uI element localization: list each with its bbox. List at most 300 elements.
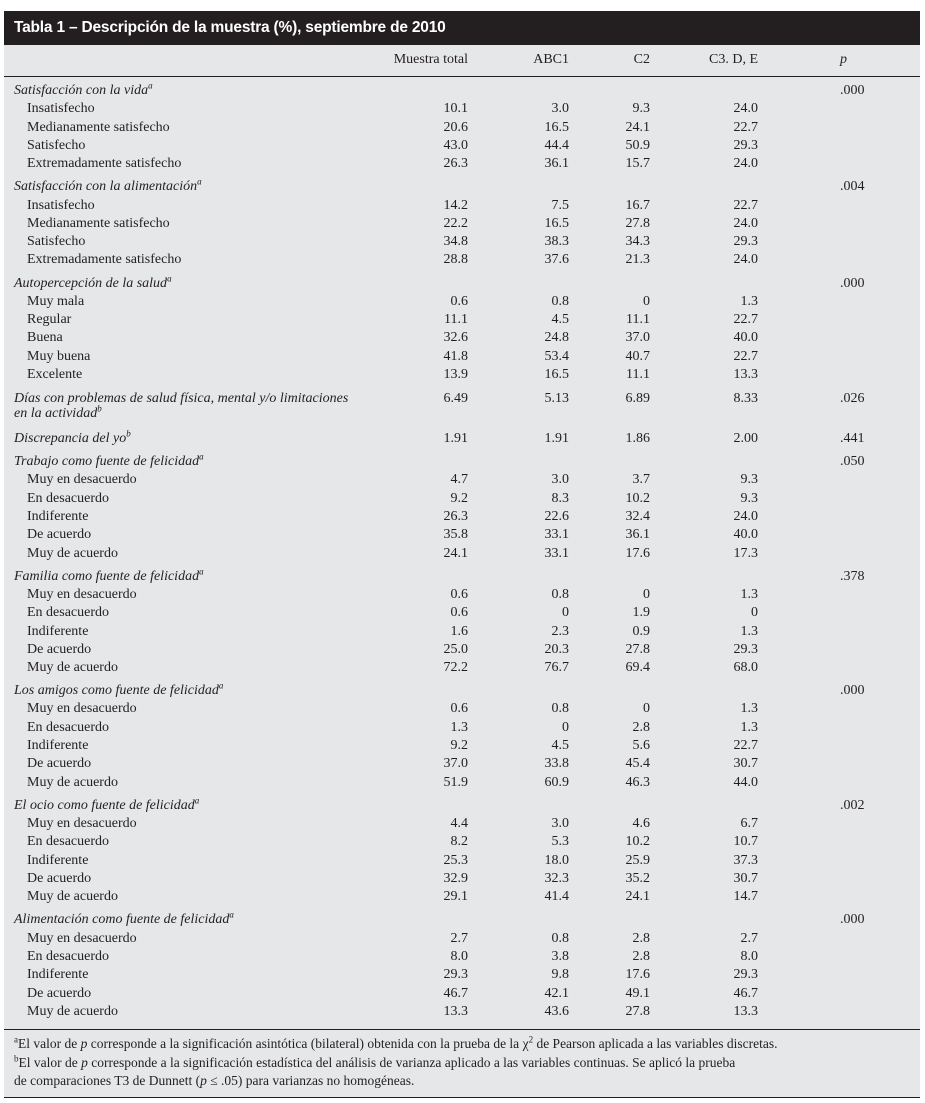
value-cell: 27.8 xyxy=(625,1003,650,1019)
table-row xyxy=(4,526,920,544)
value-cell: 17.3 xyxy=(733,545,758,561)
value-cell: 1.6 xyxy=(450,623,468,639)
p-value: .000 xyxy=(840,683,865,699)
value-cell: 30.7 xyxy=(733,870,758,886)
value-cell: 1.3 xyxy=(740,701,758,717)
value-cell: 29.1 xyxy=(443,889,468,905)
value-cell: 0.8 xyxy=(551,930,569,946)
value-cell: 0 xyxy=(643,293,650,309)
value-cell: 44.0 xyxy=(733,774,758,790)
value-cell: 37.3 xyxy=(733,852,758,868)
value-cell: 1.3 xyxy=(740,623,758,639)
value-cell: 24.0 xyxy=(733,252,758,268)
row-label: De acuerdo xyxy=(27,756,92,772)
section-label xyxy=(14,682,223,700)
footnote-mark: a xyxy=(194,795,200,806)
footnote-mark: a xyxy=(197,176,202,187)
value-cell: 9.8 xyxy=(551,967,569,983)
row-label: De acuerdo xyxy=(27,985,92,1001)
footnote-text: p xyxy=(200,1073,207,1089)
value-cell: 13.9 xyxy=(443,367,468,383)
value-cell: 46.3 xyxy=(625,774,650,790)
value-cell: 17.6 xyxy=(625,967,650,983)
value-cell: 8.33 xyxy=(733,391,758,407)
row-label: Excelente xyxy=(27,367,83,383)
value-cell: 24.0 xyxy=(733,508,758,524)
value-cell: 32.4 xyxy=(625,508,650,524)
table-row xyxy=(4,545,920,563)
value-cell: 24.1 xyxy=(625,119,650,135)
section-label xyxy=(14,272,172,293)
value-cell: 13.3 xyxy=(443,1003,468,1019)
footnote-text: p xyxy=(81,1054,88,1070)
row-label: En desacuerdo xyxy=(27,834,110,850)
value-cell: 4.4 xyxy=(450,816,468,832)
section-label-text-2: en la actividad xyxy=(14,406,98,422)
value-cell: 14.7 xyxy=(733,889,758,905)
value-cell: 1.3 xyxy=(450,719,468,735)
value-cell: 16.5 xyxy=(544,119,569,135)
header-abc1: ABC1 xyxy=(533,52,569,67)
table-row xyxy=(4,155,920,173)
table-row xyxy=(4,870,920,888)
value-cell: 1.91 xyxy=(544,430,569,446)
table-row xyxy=(4,119,920,137)
table-row xyxy=(4,755,920,773)
row-label: Muy de acuerdo xyxy=(27,545,118,561)
footnote-mark: b xyxy=(14,1053,19,1064)
p-value: .026 xyxy=(840,391,865,407)
value-cell: 15.7 xyxy=(625,156,650,172)
value-cell: 37.0 xyxy=(443,756,468,772)
value-cell: 8.0 xyxy=(740,948,758,964)
footnote-mark: b xyxy=(97,403,102,414)
value-cell: 2.8 xyxy=(632,719,650,735)
footnote-text: ≤ .05) para varianzas no homogéneas. xyxy=(206,1073,415,1089)
table-row xyxy=(4,930,920,948)
value-cell: 33.8 xyxy=(544,756,569,772)
value-cell: 40.7 xyxy=(625,348,650,364)
footnote-text: χ xyxy=(522,1036,529,1052)
value-cell: 60.9 xyxy=(544,774,569,790)
value-cell: 0.8 xyxy=(551,293,569,309)
value-cell: 5.3 xyxy=(551,834,569,850)
value-cell: 2.8 xyxy=(632,948,650,964)
footnote-mark: a xyxy=(199,565,204,576)
table-row xyxy=(4,1003,920,1021)
value-cell: 35.8 xyxy=(443,527,468,543)
value-cell: 0 xyxy=(643,586,650,602)
value-cell: 24.1 xyxy=(625,889,650,905)
value-cell: 44.4 xyxy=(544,137,569,153)
footnote-mark: a xyxy=(14,1034,18,1045)
value-cell: 0 xyxy=(562,719,569,735)
row-label: Muy en desacuerdo xyxy=(27,816,137,832)
header-p: p xyxy=(840,52,847,67)
value-cell: 29.3 xyxy=(443,967,468,983)
value-cell: 41.4 xyxy=(544,889,569,905)
row-label: Medianamente satisfecho xyxy=(27,119,170,135)
value-cell: 2.7 xyxy=(740,930,758,946)
table-row xyxy=(4,985,920,1003)
table-row xyxy=(4,833,920,851)
value-cell: 27.8 xyxy=(625,215,650,231)
value-cell: 0.8 xyxy=(551,701,569,717)
section-label-text: Satisfacción con la vida xyxy=(14,83,149,98)
value-cell: 1.3 xyxy=(740,293,758,309)
header-c3de: C3. D, E xyxy=(709,52,758,67)
p-value: .000 xyxy=(840,275,865,291)
value-cell: 0 xyxy=(562,605,569,621)
value-cell: 10.2 xyxy=(625,834,650,850)
section-label-text: Los amigos como fuente de felicidad xyxy=(14,683,219,699)
table-title: Tabla 1 – Descripción de la muestra (%), septiembre de 2010 xyxy=(4,11,920,45)
row-label: Indiferente xyxy=(27,508,89,524)
row-label: Extremadamente satisfecho xyxy=(27,156,182,172)
value-cell: 9.2 xyxy=(450,738,468,754)
table-row xyxy=(4,215,920,233)
value-cell: 7.5 xyxy=(551,197,569,213)
section-label-text: Satisfacción con la alimentación xyxy=(14,179,198,195)
value-cell: 2.00 xyxy=(733,430,758,446)
section-label xyxy=(14,911,234,929)
table-body xyxy=(4,77,920,1029)
value-cell: 4.5 xyxy=(551,312,569,328)
row-label: Satisfecho xyxy=(27,137,86,153)
value-cell: 34.8 xyxy=(443,234,468,250)
row-label: Muy en desacuerdo xyxy=(27,472,137,488)
value-cell: 25.9 xyxy=(625,852,650,868)
value-cell: 72.2 xyxy=(443,660,468,676)
value-cell: 22.2 xyxy=(443,215,468,231)
value-cell: 11.1 xyxy=(626,367,650,383)
footnote-mark: a xyxy=(199,451,204,462)
value-cell: 6.7 xyxy=(740,816,758,832)
value-cell: 43.6 xyxy=(544,1003,569,1019)
value-cell: 0.6 xyxy=(450,605,468,621)
value-cell: 1.9 xyxy=(632,605,650,621)
value-cell: 26.3 xyxy=(443,508,468,524)
value-cell: 0 xyxy=(643,701,650,717)
row-label: Muy de acuerdo xyxy=(27,889,118,905)
value-cell: 22.7 xyxy=(733,197,758,213)
value-cell: 4.7 xyxy=(450,472,468,488)
value-cell: 9.2 xyxy=(450,490,468,506)
value-cell: 33.1 xyxy=(544,527,569,543)
footnote-text: p xyxy=(80,1036,88,1052)
row-label: Muy en desacuerdo xyxy=(27,586,137,602)
value-cell: 3.8 xyxy=(551,948,569,964)
section-row xyxy=(4,272,920,293)
table-row xyxy=(4,586,920,604)
value-cell: 3.0 xyxy=(551,101,569,117)
value-cell: 1.91 xyxy=(443,430,468,446)
value-cell: 5.13 xyxy=(544,391,569,407)
table-row xyxy=(4,508,920,526)
value-cell: 34.3 xyxy=(625,234,650,250)
table-row xyxy=(4,311,920,329)
table-row xyxy=(4,774,920,792)
table-row xyxy=(4,966,920,984)
p-value: .441 xyxy=(840,430,865,446)
row-label: Muy en desacuerdo xyxy=(27,930,137,946)
table-row xyxy=(4,197,920,215)
footnote-mark: a xyxy=(167,272,172,283)
footnote-text: 2 xyxy=(528,1034,534,1045)
section-row xyxy=(4,453,920,471)
value-cell: 35.2 xyxy=(625,870,650,886)
value-cell: 2.7 xyxy=(450,930,468,946)
table-footnotes xyxy=(4,1029,920,1098)
value-cell: 49.1 xyxy=(625,985,650,1001)
value-cell: 30.7 xyxy=(733,756,758,772)
value-cell: 10.7 xyxy=(733,834,758,850)
value-cell: 24.1 xyxy=(443,545,468,561)
section-label xyxy=(14,565,204,586)
value-cell: 33.1 xyxy=(544,545,569,561)
value-cell: 42.1 xyxy=(544,985,569,1001)
section-label xyxy=(14,797,199,815)
data-table xyxy=(4,11,920,1098)
value-cell: 26.3 xyxy=(443,156,468,172)
footnote-mark: a xyxy=(229,909,234,920)
row-label: En desacuerdo xyxy=(27,948,110,964)
table-row xyxy=(4,366,920,384)
row-label: Indiferente xyxy=(27,623,89,639)
value-cell: 32.9 xyxy=(443,870,468,886)
section-row xyxy=(4,797,920,815)
p-value: .004 xyxy=(840,179,865,195)
table-row xyxy=(4,348,920,366)
footnote-text: corresponde a la significación asintótica (bilateral) obtenida con la prueba de la xyxy=(87,1036,523,1052)
section-row xyxy=(4,178,920,196)
value-cell: 3.0 xyxy=(551,472,569,488)
value-cell: 9.3 xyxy=(632,101,650,117)
value-cell: 29.3 xyxy=(733,234,758,250)
value-cell: 40.0 xyxy=(733,330,758,346)
value-cell: 24.0 xyxy=(733,101,758,117)
row-label: De acuerdo xyxy=(27,641,92,657)
value-cell: 51.9 xyxy=(443,774,468,790)
section-label xyxy=(14,430,131,448)
table-row xyxy=(4,852,920,870)
value-cell: 14.2 xyxy=(443,197,468,213)
value-cell: 41.8 xyxy=(443,348,468,364)
value-cell: 37.6 xyxy=(544,252,569,268)
footnote-text: de Pearson aplicada a las variables discretas. xyxy=(533,1036,778,1052)
value-cell: 5.6 xyxy=(632,738,650,754)
table-row xyxy=(4,137,920,155)
value-cell: 27.8 xyxy=(625,641,650,657)
p-value: .378 xyxy=(840,568,865,584)
section-row xyxy=(4,82,920,100)
value-cell: 1.3 xyxy=(740,586,758,602)
value-cell: 0.6 xyxy=(450,586,468,602)
table-row xyxy=(4,815,920,833)
value-cell: 22.7 xyxy=(733,348,758,364)
value-cell: 40.0 xyxy=(733,527,758,543)
value-cell: 22.7 xyxy=(733,312,758,328)
value-cell: 11.1 xyxy=(444,312,468,328)
table-row xyxy=(4,329,920,347)
row-label: Extremadamente satisfecho xyxy=(27,252,182,268)
p-value: .000 xyxy=(840,83,865,98)
row-label: En desacuerdo xyxy=(27,605,110,621)
value-cell: 3.0 xyxy=(551,816,569,832)
value-cell: 18.0 xyxy=(544,852,569,868)
value-cell: 24.8 xyxy=(544,330,569,346)
value-cell: 8.3 xyxy=(551,490,569,506)
row-label: Muy de acuerdo xyxy=(27,660,118,676)
value-cell: 16.5 xyxy=(544,215,569,231)
value-cell: 17.6 xyxy=(625,545,650,561)
value-cell: 43.0 xyxy=(443,137,468,153)
section-label-text: Alimentación como fuente de felicidad xyxy=(14,912,230,928)
row-label: Satisfecho xyxy=(27,234,86,250)
value-cell: 21.3 xyxy=(625,252,650,268)
footnote-text: corresponde a la significación estadística del análisis de varianza aplicado a las variables continuas. Se aplicó la prueba xyxy=(87,1054,736,1070)
value-cell: 13.3 xyxy=(733,1003,758,1019)
value-cell: 11.1 xyxy=(626,312,650,328)
row-label: Indiferente xyxy=(27,738,89,754)
table-row xyxy=(4,641,920,659)
value-cell: 28.8 xyxy=(443,252,468,268)
section-label xyxy=(14,391,348,421)
row-label: Muy buena xyxy=(27,348,91,364)
row-label: Insatisfecho xyxy=(27,101,95,117)
value-cell: 10.2 xyxy=(625,490,650,506)
value-cell: 0 xyxy=(751,605,758,621)
section-label xyxy=(14,82,153,100)
row-label: Muy mala xyxy=(27,293,85,309)
value-cell: 2.8 xyxy=(632,930,650,946)
footnote-b xyxy=(14,1054,910,1091)
section-label-text: Familia como fuente de felicidad xyxy=(14,568,200,584)
table-row xyxy=(4,293,920,311)
row-label: Medianamente satisfecho xyxy=(27,215,170,231)
value-cell: 22.7 xyxy=(733,738,758,754)
value-cell: 1.86 xyxy=(625,430,650,446)
value-cell: 9.3 xyxy=(740,472,758,488)
value-cell: 36.1 xyxy=(544,156,569,172)
table-header-row xyxy=(4,45,920,77)
footnote-text: El valor de xyxy=(18,1036,81,1052)
footnote-text: El valor de xyxy=(18,1054,82,1070)
table-row xyxy=(4,719,920,737)
table-row xyxy=(4,233,920,251)
section-row xyxy=(4,911,920,929)
value-cell: 29.3 xyxy=(733,137,758,153)
value-cell: 25.3 xyxy=(443,852,468,868)
value-cell: 38.3 xyxy=(544,234,569,250)
section-row xyxy=(4,430,920,448)
value-cell: 4.5 xyxy=(551,738,569,754)
table-row xyxy=(4,737,920,755)
header-muestra-total: Muestra total xyxy=(393,52,468,67)
value-cell: 46.7 xyxy=(733,985,758,1001)
value-cell: 16.7 xyxy=(625,197,650,213)
row-label: Muy de acuerdo xyxy=(27,1003,118,1019)
value-cell: 32.6 xyxy=(443,330,468,346)
section-label xyxy=(14,178,202,196)
footnote-mark: a xyxy=(148,80,153,91)
row-label: De acuerdo xyxy=(27,870,92,886)
section-label-text: Trabajo como fuente de felicidad xyxy=(14,454,200,470)
value-cell: 29.3 xyxy=(733,641,758,657)
value-cell: 8.2 xyxy=(450,834,468,850)
table-row xyxy=(4,604,920,622)
value-cell: 2.3 xyxy=(551,623,569,639)
value-cell: 3.7 xyxy=(632,472,650,488)
footnote-mark: a xyxy=(218,680,224,691)
value-cell: 24.0 xyxy=(733,156,758,172)
value-cell: 32.3 xyxy=(544,870,569,886)
table-row xyxy=(4,888,920,906)
row-label: Buena xyxy=(27,330,63,346)
footnote-mark: b xyxy=(126,428,131,439)
table-row xyxy=(4,948,920,966)
row-label: De acuerdo xyxy=(27,527,92,543)
value-cell: 68.0 xyxy=(733,660,758,676)
value-cell: 1.3 xyxy=(740,719,758,735)
table-row xyxy=(4,623,920,641)
value-cell: 46.7 xyxy=(443,985,468,1001)
value-cell: 0.9 xyxy=(632,623,650,639)
value-cell: 45.4 xyxy=(625,756,650,772)
section-label-text: Discrepancia del yo xyxy=(14,430,127,446)
value-cell: 53.4 xyxy=(544,348,569,364)
value-cell: 20.3 xyxy=(544,641,569,657)
value-cell: 50.9 xyxy=(625,137,650,153)
value-cell: 69.4 xyxy=(625,660,650,676)
value-cell: 6.89 xyxy=(625,391,650,407)
value-cell: 0.6 xyxy=(450,701,468,717)
value-cell: 24.0 xyxy=(733,215,758,231)
table-row xyxy=(4,700,920,718)
section-label-text: Días con problemas de salud física, mental y/o limitaciones xyxy=(14,391,349,407)
value-cell: 22.7 xyxy=(733,119,758,135)
value-cell: 0.6 xyxy=(450,293,468,309)
section-label xyxy=(14,453,204,471)
table-row xyxy=(4,251,920,269)
value-cell: 36.1 xyxy=(625,527,650,543)
value-cell: 22.6 xyxy=(544,508,569,524)
footnote-a xyxy=(14,1035,910,1054)
value-cell: 25.0 xyxy=(443,641,468,657)
value-cell: 20.6 xyxy=(443,119,468,135)
row-label: Muy en desacuerdo xyxy=(27,701,137,717)
value-cell: 0.8 xyxy=(551,586,569,602)
row-label: Insatisfecho xyxy=(27,197,95,213)
value-cell: 10.1 xyxy=(443,101,468,117)
value-cell: 9.3 xyxy=(740,490,758,506)
value-cell: 13.3 xyxy=(733,367,758,383)
value-cell: 8.0 xyxy=(450,948,468,964)
p-value: .000 xyxy=(840,912,865,928)
row-label: En desacuerdo xyxy=(27,490,110,506)
row-label: Muy de acuerdo xyxy=(27,774,118,790)
row-label: Regular xyxy=(27,312,72,328)
row-label: Indiferente xyxy=(27,967,89,983)
table-row xyxy=(4,659,920,677)
value-cell: 16.5 xyxy=(544,367,569,383)
section-row xyxy=(4,682,920,700)
value-cell: 76.7 xyxy=(544,660,569,676)
header-c2: C2 xyxy=(633,52,650,67)
value-cell: 4.6 xyxy=(632,816,650,832)
table-row xyxy=(4,471,920,489)
value-cell: 6.49 xyxy=(443,391,468,407)
